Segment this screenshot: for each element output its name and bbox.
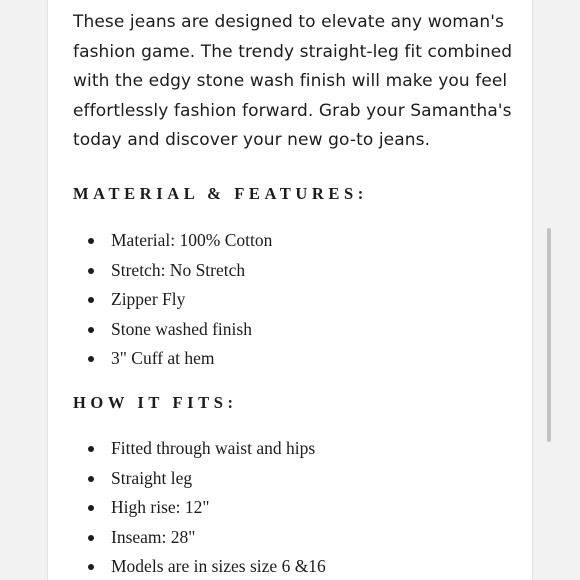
how-it-fits-list [87,434,326,580]
how-it-fits-heading: HOW IT FITS: [73,393,238,412]
bullet-icon [88,327,94,333]
list-item [87,434,326,464]
list-item-text: Stone washed finish [111,318,252,339]
list-item-text: Inseam: 28" [111,526,196,547]
list-item-text: High rise: 12" [111,497,210,518]
list-item-text: Models are in sizes size 6 &16 [111,556,326,577]
bullet-icon [88,476,94,482]
intro-line: today and discover your new go-to jeans. [73,130,431,150]
list-item [87,464,326,494]
description-content [73,8,513,577]
intro-line: with the edgy stone wash finish will make you feel [73,71,508,91]
list-item [87,315,272,345]
bullet-icon [88,564,94,570]
list-item [87,523,326,553]
bullet-icon [88,238,94,244]
list-item-text: Stretch: No Stretch [111,259,246,280]
list-item-text: 3" Cuff at hem [111,348,215,369]
list-item-text: Fitted through waist and hips [111,438,316,458]
intro-line: fashion game. The trendy straight-leg fit combined [73,41,513,62]
bullet-icon [88,505,94,511]
list-item [87,226,272,256]
list-item [87,256,272,286]
product-intro-paragraph [73,8,513,156]
list-item [87,493,326,523]
list-item [87,344,272,374]
intro-line: These jeans are designed to elevate any woman's [73,12,504,32]
list-item [87,552,326,580]
vertical-scrollbar-thumb[interactable] [547,228,551,442]
bullet-icon [88,535,94,541]
list-item-text: Zipper Fly [111,289,186,310]
intro-line: effortlessly fashion forward. Grab your Samantha's [73,100,512,121]
bullet-icon [88,297,94,303]
material-features-list [87,226,272,374]
list-item-text: Material: 100% Cotton [111,230,273,250]
list-item-text: Straight leg [111,467,193,488]
bullet-icon [88,356,94,362]
description-panel [47,0,533,580]
bullet-icon [88,446,94,452]
bullet-icon [88,268,94,274]
material-features-heading: MATERIAL & FEATURES: [73,184,368,203]
list-item [87,285,272,315]
